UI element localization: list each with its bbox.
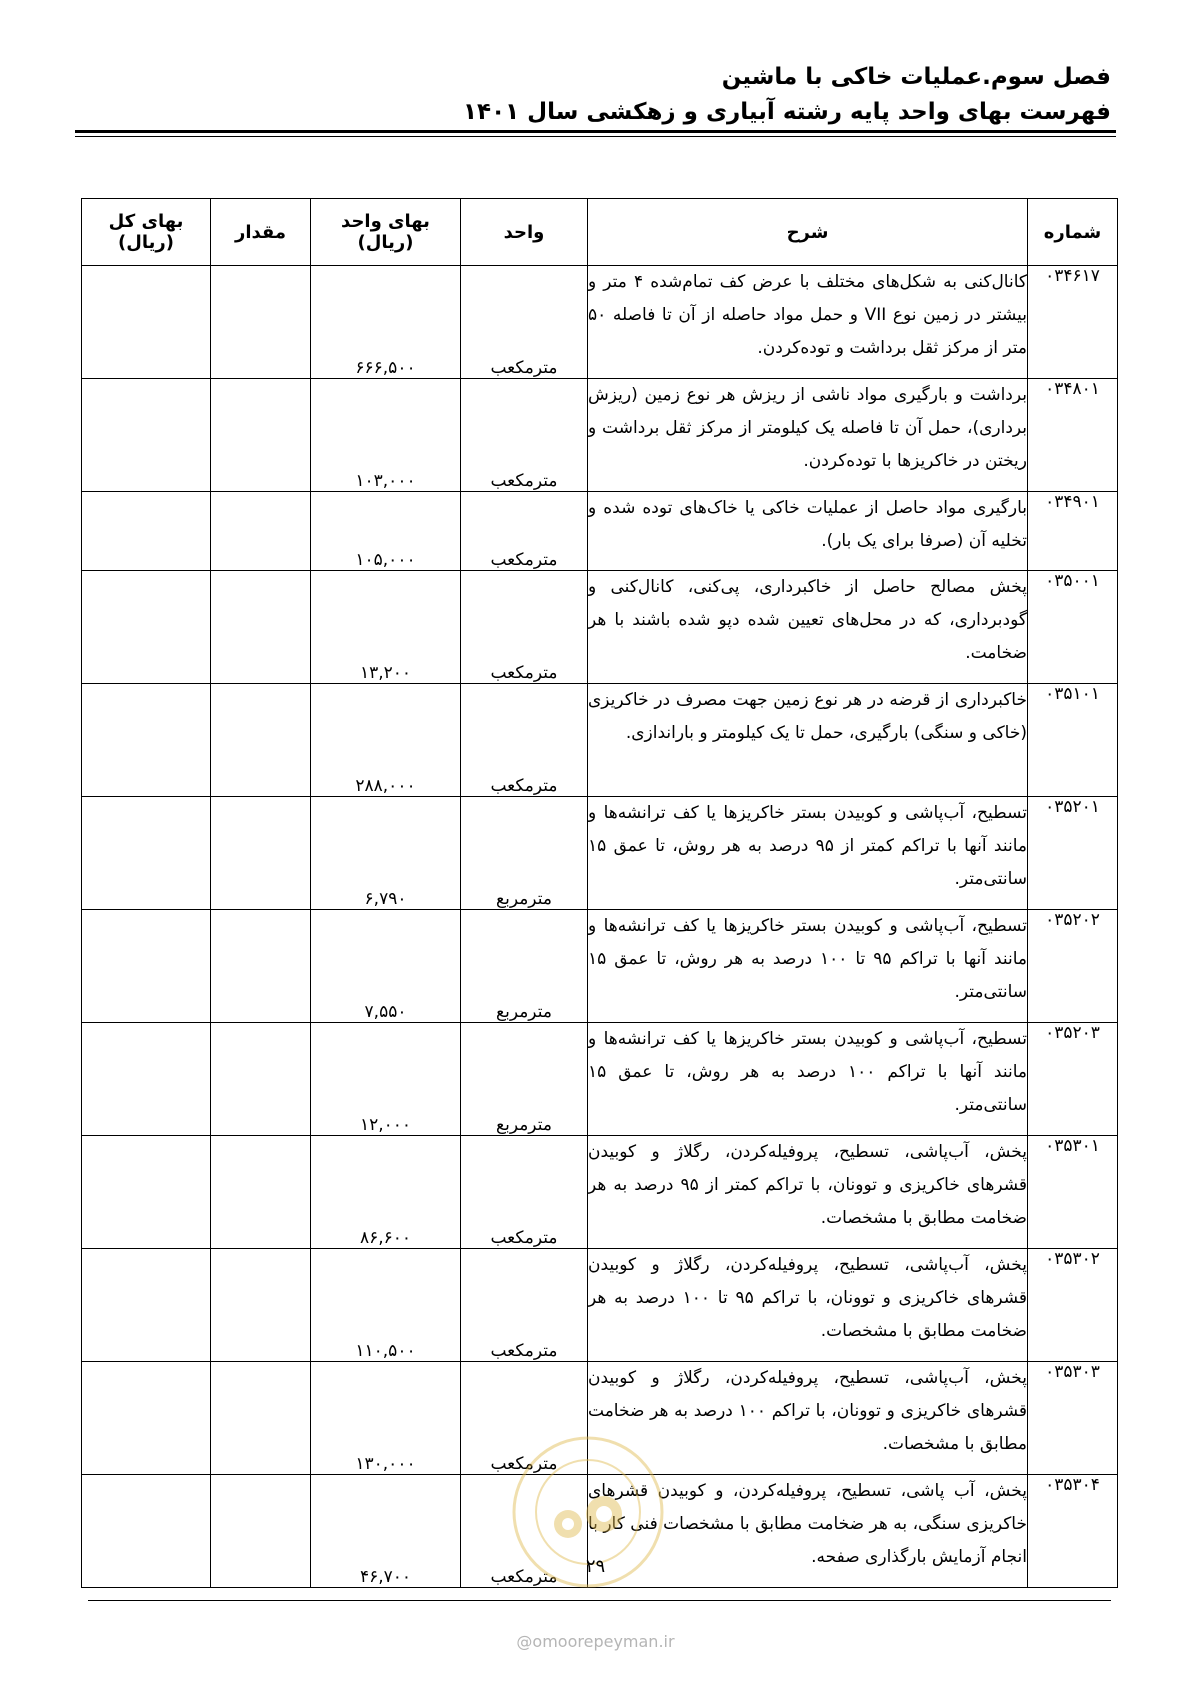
table-row: [82, 797, 1118, 910]
row-quantity: [211, 571, 311, 684]
row-unit-price: ۱۰۵,۰۰۰: [311, 492, 461, 571]
row-unit-price: ۱۱۰,۵۰۰: [311, 1249, 461, 1362]
row-code: ۰۳۴۶۱۷: [1028, 266, 1118, 379]
row-unit-price: ۶,۷۹۰: [311, 797, 461, 910]
row-description: پخش، آب‌پاشی، تسطیح، پروفیله‌کردن، رگلاژ و کوبیدن قشرهای خاکریزی و توونان، با تراکم ۱۰۰ درصد به هر ضخامت مطابق با مشخصات.: [588, 1362, 1028, 1475]
row-description: پخش، آب پاشی، تسطیح، پروفیله‌کردن، و کوبیدن قشرهای خاکریزی سنگی، به هر ضخامت مطابق با مشخصات فنی کار با انجام آزمایش بارگذاری صفحه.: [588, 1475, 1028, 1588]
row-total-price: [82, 1136, 211, 1249]
row-unit: مترمکعب: [461, 266, 588, 379]
row-unit: مترمربع: [461, 910, 588, 1023]
table-row: [82, 1136, 1118, 1249]
row-description: برداشت و بارگیری مواد ناشی از ریزش هر نوع زمین (ریزش برداری)، حمل آن تا فاصله یک کیلومتر از مرکز ثقل برداشت و ریختن در خاکریزها با توده‌کردن.: [588, 379, 1028, 492]
chapter-title: فصل سوم.عملیات خاکی با ماشین: [721, 64, 1111, 90]
row-quantity: [211, 1136, 311, 1249]
row-quantity: [211, 492, 311, 571]
row-code: ۰۳۵۲۰۲: [1028, 910, 1118, 1023]
row-quantity: [211, 1362, 311, 1475]
row-code: ۰۳۵۳۰۱: [1028, 1136, 1118, 1249]
price-list-title: فهرست بهای واحد پایه رشته آبیاری و زهکشی سال ۱۴۰۱: [463, 99, 1111, 125]
row-total-price: [82, 797, 211, 910]
col-header-description: شرح: [588, 199, 1028, 266]
row-total-price: [82, 910, 211, 1023]
table-row: [82, 1023, 1118, 1136]
row-unit-price: ۶۶۶,۵۰۰: [311, 266, 461, 379]
row-total-price: [82, 1362, 211, 1475]
row-quantity: [211, 797, 311, 910]
row-total-price: [82, 684, 211, 797]
table-header-row: [82, 199, 1118, 266]
row-total-price: [82, 1249, 211, 1362]
row-description: تسطیح، آب‌پاشی و کوبیدن بستر خاکریزها یا کف ترانشه‌ها و مانند آنها با تراکم ۱۰۰ درصد به هر روش، تا عمق ۱۵ سانتی‌متر.: [588, 1023, 1028, 1136]
row-total-price: [82, 266, 211, 379]
row-code: ۰۳۵۳۰۳: [1028, 1362, 1118, 1475]
row-unit-price: ۷,۵۵۰: [311, 910, 461, 1023]
header-rule-thick: [75, 130, 1116, 133]
row-quantity: [211, 379, 311, 492]
table-row: [82, 492, 1118, 571]
footer-rule: [88, 1600, 1111, 1601]
row-description: خاکبرداری از قرضه در هر نوع زمین جهت مصرف در خاکریزی (خاکی و سنگی) بارگیری، حمل تا یک کیلومتر و باراندازی.: [588, 684, 1028, 797]
row-quantity: [211, 1023, 311, 1136]
col-header-unit: واحد: [461, 199, 588, 266]
row-total-price: [82, 492, 211, 571]
col-header-unit-price: بهای واحد (ریال): [311, 199, 461, 266]
row-unit: مترمکعب: [461, 379, 588, 492]
table-row: [82, 1249, 1118, 1362]
row-total-price: [82, 379, 211, 492]
col-header-total-price: بهای کل (ریال): [82, 199, 211, 266]
table-row: [82, 379, 1118, 492]
row-code: ۰۳۵۳۰۴: [1028, 1475, 1118, 1588]
table-row: [82, 910, 1118, 1023]
row-description: بارگیری مواد حاصل از عملیات خاکی یا خاک‌های توده شده و تخلیه آن (صرفا برای یک بار).: [588, 492, 1028, 571]
row-unit: مترمکعب: [461, 571, 588, 684]
row-description: پخش مصالح حاصل از خاکبرداری، پی‌کنی، کانال‌کنی و گودبرداری، که در محل‌های تعیین شده دپو شده باشند با هر ضخامت.: [588, 571, 1028, 684]
row-unit: مترمکعب: [461, 1249, 588, 1362]
row-unit: مترمکعب: [461, 684, 588, 797]
row-code: ۰۳۴۹۰۱: [1028, 492, 1118, 571]
row-unit: مترمکعب: [461, 1362, 588, 1475]
row-unit-price: ۱۳,۲۰۰: [311, 571, 461, 684]
row-description: تسطیح، آب‌پاشی و کوبیدن بستر خاکریزها یا کف ترانشه‌ها و مانند آنها با تراکم کمتر از ۹۵ درصد به هر روش، تا عمق ۱۵ سانتی‌متر.: [588, 797, 1028, 910]
row-unit-price: ۱۳۰,۰۰۰: [311, 1362, 461, 1475]
row-description: تسطیح، آب‌پاشی و کوبیدن بستر خاکریزها یا کف ترانشه‌ها و مانند آنها با تراکم ۹۵ تا ۱۰۰ درصد به هر روش، تا عمق ۱۵ سانتی‌متر.: [588, 910, 1028, 1023]
row-unit: مترمربع: [461, 1023, 588, 1136]
row-unit-price: ۴۶,۷۰۰: [311, 1475, 461, 1588]
row-code: ۰۳۵۲۰۳: [1028, 1023, 1118, 1136]
row-unit-price: ۱۲,۰۰۰: [311, 1023, 461, 1136]
row-quantity: [211, 910, 311, 1023]
row-quantity: [211, 1249, 311, 1362]
row-code: ۰۳۵۲۰۱: [1028, 797, 1118, 910]
row-unit-price: ۱۰۳,۰۰۰: [311, 379, 461, 492]
row-code: ۰۳۵۱۰۱: [1028, 684, 1118, 797]
row-unit-price: ۸۶,۶۰۰: [311, 1136, 461, 1249]
col-header-quantity: مقدار: [211, 199, 311, 266]
row-code: ۰۳۴۸۰۱: [1028, 379, 1118, 492]
row-unit-price: ۲۸۸,۰۰۰: [311, 684, 461, 797]
row-total-price: [82, 571, 211, 684]
price-table: [81, 198, 1118, 1588]
table-row: [82, 266, 1118, 379]
row-code: ۰۳۵۰۰۱: [1028, 571, 1118, 684]
row-description: پخش، آب‌پاشی، تسطیح، پروفیله‌کردن، رگلاژ و کوبیدن قشرهای خاکریزی و توونان، با تراکم کمتر از ۹۵ درصد به هر ضخامت مطابق با مشخصات.: [588, 1136, 1028, 1249]
row-code: ۰۳۵۳۰۲: [1028, 1249, 1118, 1362]
header-rule-thin: [75, 136, 1116, 137]
table-row: [82, 571, 1118, 684]
table-row: [82, 1362, 1118, 1475]
row-description: کانال‌کنی به شکل‌های مختلف با عرض کف تمام‌شده ۴ متر و بیشتر در زمین نوع VII و حمل مواد حاصله از آن تا فاصله ۵۰ متر از مرکز ثقل برداشت و توده‌کردن.: [588, 266, 1028, 379]
row-quantity: [211, 266, 311, 379]
col-header-code: شماره: [1028, 199, 1118, 266]
row-description: پخش، آب‌پاشی، تسطیح، پروفیله‌کردن، رگلاژ و کوبیدن قشرهای خاکریزی و توونان، با تراکم ۹۵ تا ۱۰۰ درصد به هر ضخامت مطابق با مشخصات.: [588, 1249, 1028, 1362]
row-unit: مترمکعب: [461, 492, 588, 571]
row-quantity: [211, 684, 311, 797]
row-unit: مترمربع: [461, 797, 588, 910]
row-unit: مترمکعب: [461, 1136, 588, 1249]
table-row: [82, 684, 1118, 797]
page-number: ۲۹: [585, 1556, 606, 1577]
row-total-price: [82, 1023, 211, 1136]
website-watermark: @omoorepeyman.ir: [516, 1632, 675, 1651]
row-unit: مترمکعب: [461, 1475, 588, 1588]
